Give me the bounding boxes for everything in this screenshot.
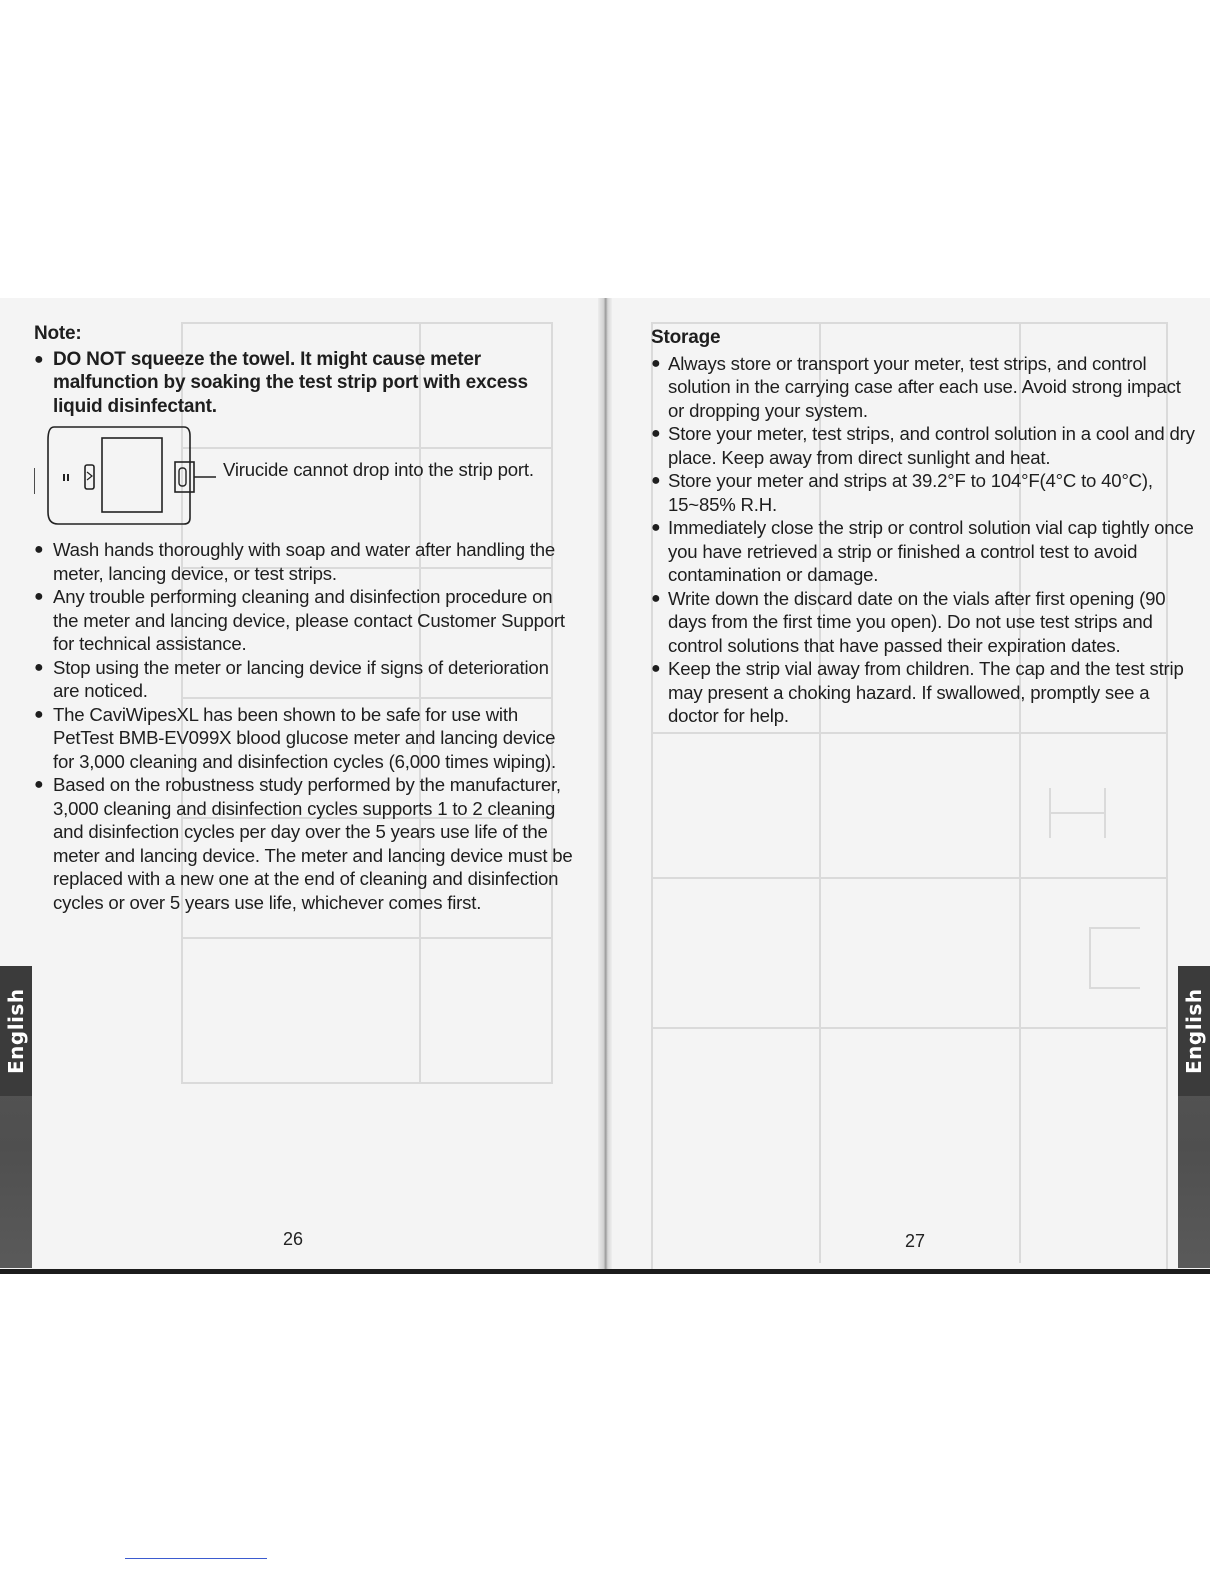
list-item — [651, 352, 1201, 423]
note-heading: Note: — [34, 323, 82, 344]
right-page-content — [651, 326, 1201, 728]
meter-strip-port-illustration — [34, 424, 579, 526]
list-item-text: Stop using the meter or lancing device if signs of deterioration are noticed. — [53, 656, 549, 701]
language-tab-right — [1178, 966, 1210, 1268]
figure-caption: Virucide cannot drop into the strip port. — [223, 459, 534, 480]
warning-bullet — [34, 348, 579, 419]
language-tab-label-left: English — [0, 966, 32, 1096]
bullet-glyph: ● — [651, 425, 661, 442]
language-tab-left — [0, 966, 32, 1268]
list-item-text: Store your meter and strips at 39.2°F to 104°F(4°C to 40°C), 15~85% R.H. — [668, 470, 1153, 515]
page-number-left: 26 — [283, 1229, 304, 1249]
list-item-text: Any trouble performing cleaning and disinfection procedure on the meter and lancing device, please contact Customer Support for technical assistance. — [53, 586, 565, 654]
list-item-text: The CaviWipesXL has been shown to be safe for use with PetTest BMB-EV099X blood glucose meter and lancing device for 3,000 cleaning and disinfection cycles (6,000 times wiping). — [53, 703, 556, 772]
list-item-text: Always store or transport your meter, test strips, and control solution in the carrying case after each use. Avoid strong impact or dropping your system. — [668, 352, 1181, 421]
bullet-glyph: ● — [34, 588, 44, 605]
list-item — [34, 585, 579, 656]
page-gutter — [598, 298, 612, 1273]
language-tab-label-right: English — [1178, 966, 1210, 1096]
note-bullet-list — [34, 348, 579, 419]
list-item — [34, 773, 579, 914]
list-item — [651, 469, 1201, 516]
list-item — [34, 656, 579, 703]
list-item — [651, 657, 1201, 728]
list-item-text: Wash hands thoroughly with soap and water after handling the meter, lancing device, or test strips. — [53, 539, 556, 584]
care-bullet-list — [34, 538, 579, 914]
bullet-glyph: ● — [651, 354, 661, 372]
bullet-glyph: ● — [34, 350, 44, 368]
list-item — [651, 516, 1201, 587]
list-item — [34, 703, 579, 774]
storage-bullet-list — [651, 352, 1201, 728]
list-item-text: Based on the robustness study performed by the manufacturer, 3,000 cleaning and disinfection cycles supports 1 to 2 cleaning and disinfection cycles per day over the 5 years use life of the meter and lancing device. The meter and lancing device must be replaced with a new one at the end of cleaning and disinfection cycles or over 5 years use life, whichever comes first. — [53, 774, 573, 913]
page-number-right: 27 — [905, 1231, 926, 1251]
list-item-text: Write down the discard date on the vials after first opening (90 days from the first time you open). Do not use test strips and control solutions that have passed their expiration dates. — [668, 587, 1166, 656]
left-page-content — [34, 322, 579, 914]
bullet-glyph: ● — [34, 776, 44, 793]
list-item-text: Keep the strip vial away from children. The cap and the test strip may present a choking hazard. If swallowed, promptly see a doctor for help. — [668, 658, 1184, 726]
meter-outline-drawing — [34, 424, 224, 526]
bullet-glyph: ● — [651, 589, 661, 607]
bullet-glyph: ● — [651, 519, 661, 536]
spread-bottom-edge — [0, 1269, 1210, 1274]
list-item-text: Store your meter, test strips, and control solution in a cool and dry place. Keep away from direct sunlight and heat. — [668, 423, 1195, 468]
bullet-glyph: ● — [651, 472, 661, 489]
storage-heading: Storage — [651, 327, 721, 348]
scan-artifact-line — [125, 1558, 267, 1559]
bullet-glyph: ● — [34, 705, 44, 723]
bullet-glyph: ● — [651, 660, 661, 677]
bullet-glyph: ● — [34, 658, 44, 676]
warning-bullet-text: DO NOT squeeze the towel. It might cause meter malfunction by soaking the test strip port with excess liquid disinfectant. — [53, 348, 528, 417]
list-item — [651, 587, 1201, 658]
list-item-text: Immediately close the strip or control solution vial cap tightly once you have retrieved a strip or finished a control test to avoid contamination or damage. — [668, 517, 1194, 585]
list-item — [34, 538, 579, 585]
list-item — [651, 422, 1201, 469]
bullet-glyph: ● — [34, 541, 44, 558]
